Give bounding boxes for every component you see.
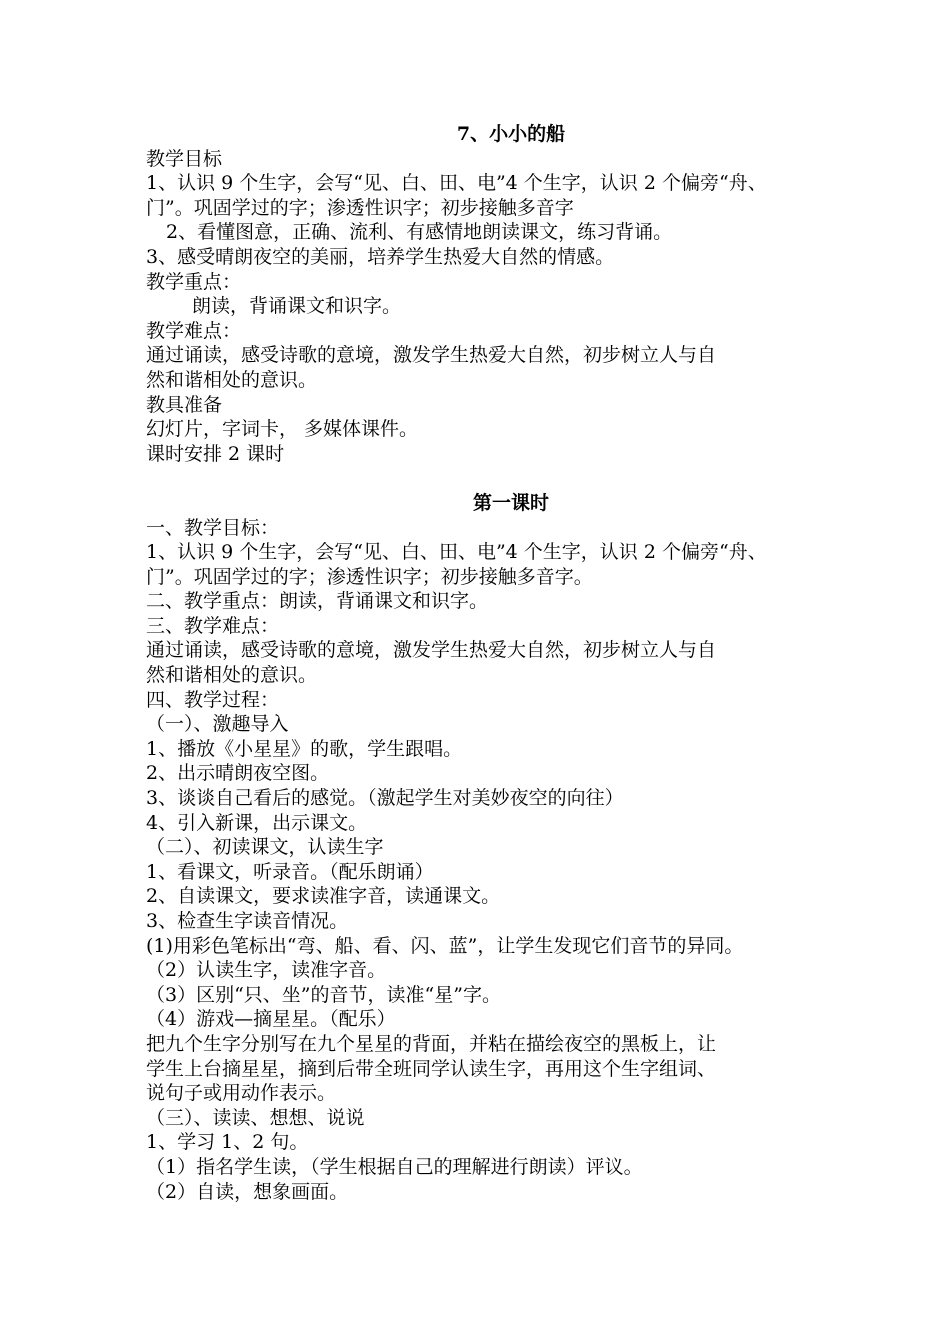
text-line: 说句子或用动作表示。	[146, 1082, 337, 1105]
section-title: 第一课时	[472, 491, 549, 514]
text-line: （3）区别“只、坐”的音节，读准“星”字。	[146, 983, 501, 1006]
text-line: （1）指名学生读，（学生根据自己的理解进行朗读）评议。	[146, 1155, 643, 1178]
text-line: 通过诵读，感受诗歌的意境，激发学生热爱大自然，初步树立人与自	[146, 639, 717, 662]
text-line: 三、教学难点：	[146, 614, 280, 637]
text-line: 3、感受晴朗夜空的美丽，培养学生热爱大自然的情感。	[146, 245, 615, 268]
text-line: (1)用彩色笔标出“弯、船、看、闪、蓝”，让学生发现它们音节的异同。	[146, 934, 744, 957]
text-line: （一）、激趣导入	[146, 713, 289, 736]
text-line: 学生上台摘星星，摘到后带全班同学认读生字，再用这个生字组词、	[146, 1057, 717, 1080]
text-line: 4、引入新课，出示课文。	[146, 811, 368, 834]
text-line: 教学难点：	[146, 319, 242, 342]
text-line: 2、出示晴朗夜空图。	[146, 762, 330, 785]
text-line: 2、自读课文，要求读准字音，读通课文。	[146, 885, 501, 908]
text-line: 四、教学过程：	[146, 688, 280, 711]
text-line: 一、教学目标：	[146, 516, 280, 539]
text-line: 朗读，背诵课文和识字。	[192, 295, 402, 318]
text-line: 2、看懂图意，正确、流利、有感情地朗读课文，练习背诵。	[166, 221, 673, 244]
text-line: 教学目标	[146, 147, 223, 170]
text-line: 门”。巩固学过的字；渗透性识字；初步接触多音字。	[146, 565, 593, 588]
text-line: （4）游戏—摘星星。（配乐）	[146, 1008, 396, 1031]
text-line: 然和谐相处的意识。	[146, 368, 318, 391]
text-line: 1、认识 9 个生字，会写“见、白、田、电”4 个生字，认识 2 个偏旁“舟、	[146, 172, 767, 195]
text-line: 1、学习 1、2 句。	[146, 1131, 309, 1154]
text-line: 幻灯片，字词卡， 多媒体课件。	[146, 418, 419, 441]
text-line: （二）、初读课文，认读生字	[146, 836, 384, 859]
lesson-title: 7、小小的船	[456, 123, 566, 145]
text-line: 课时安排 2 课时	[146, 442, 285, 465]
text-line: 1、播放《小星星》的歌，学生跟唱。	[146, 737, 463, 760]
text-line: 3、谈谈自己看后的感觉。（激起学生对美妙夜空的向往）	[146, 787, 624, 810]
text-line: 然和谐相处的意识。	[146, 664, 318, 687]
text-line: （三）、读读、想想、说说	[146, 1106, 365, 1129]
text-line: 门”。巩固学过的字；渗透性识字；初步接触多音字	[146, 196, 574, 219]
text-line: 教具准备	[146, 393, 223, 416]
text-line: 通过诵读，感受诗歌的意境，激发学生热爱大自然，初步树立人与自	[146, 344, 717, 367]
blank-line	[146, 466, 816, 491]
text-line: 3、检查生字读音情况。	[146, 910, 349, 932]
text-line: 教学重点：	[146, 270, 242, 293]
text-line: 1、看课文，听录音。（配乐朗诵）	[146, 860, 434, 883]
text-line: 1、认识 9 个生字，会写“见、白、田、电”4 个生字，认识 2 个偏旁“舟、	[146, 541, 767, 564]
text-line: （2）认读生字，读准字音。	[146, 959, 387, 982]
text-line: 把九个生字分别写在九个星星的背面，并粘在描绘夜空的黑板上，让	[146, 1032, 717, 1055]
document-body	[146, 122, 816, 1204]
text-line: （2）自读，想象画面。	[146, 1180, 349, 1203]
text-line: 二、教学重点：朗读，背诵课文和识字。	[146, 590, 489, 613]
